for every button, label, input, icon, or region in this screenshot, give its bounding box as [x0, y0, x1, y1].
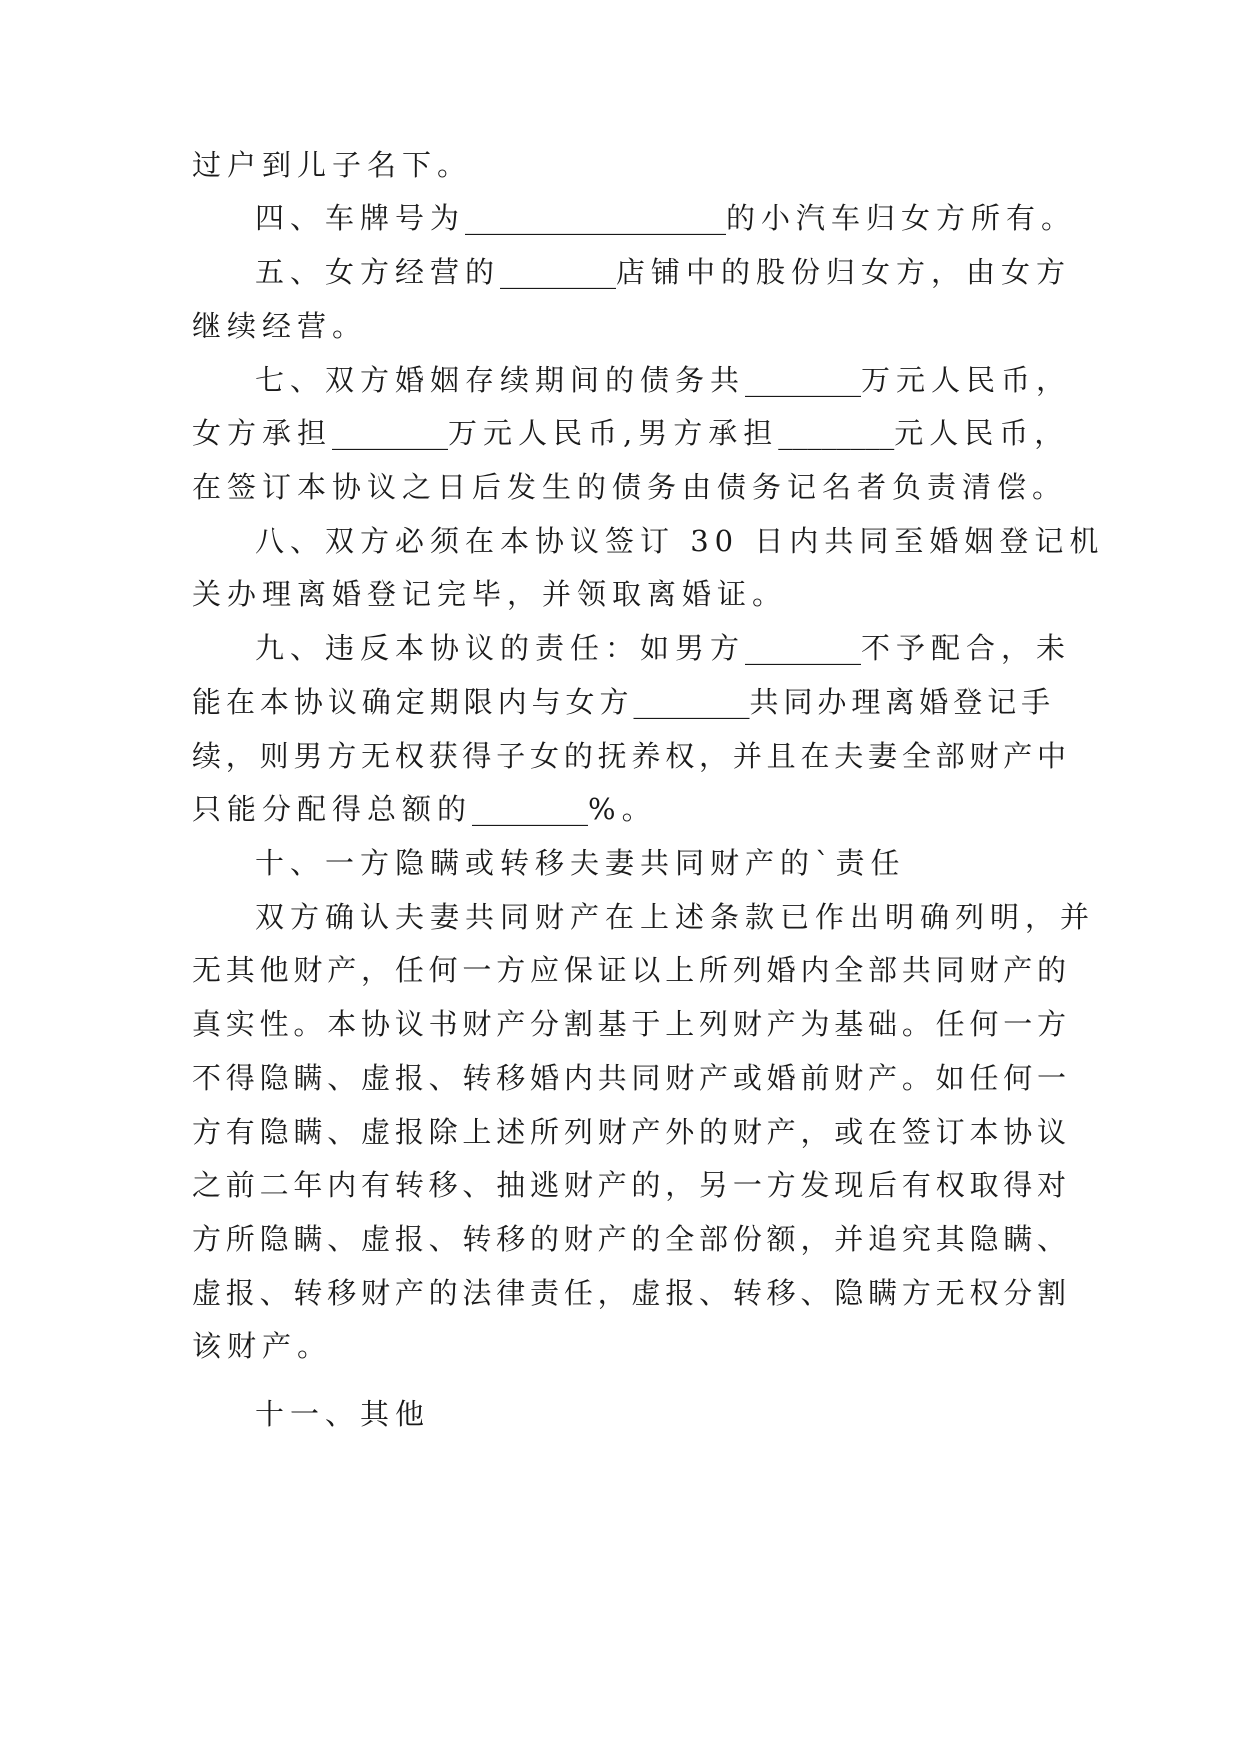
- clause-10-para-line-2: 无其他财产，任何一方应保证以上所列婚内全部共同财产的: [192, 953, 1071, 987]
- clause-9-line-2: 能在本协议确定期限内与女方________共同办理离婚登记手: [192, 685, 1056, 719]
- clause-7-line-2: 女方承担________万元人民币,男方承担________元人民币，: [192, 416, 1070, 450]
- clause-9-line-3: 续，则男方无权获得子女的抚养权，并且在夫妻全部财产中: [192, 739, 1071, 773]
- text-line-1: 过户到儿子名下。: [192, 148, 473, 182]
- clause-5-line-2: 继续经营。: [192, 309, 368, 343]
- clause-10-heading: 十、一方隐瞒或转移夫妻共同财产的`责任: [255, 846, 906, 880]
- clause-11-heading: 十一、其他: [255, 1397, 431, 1431]
- clause-9-line-4: 只能分配得总额的________%。: [192, 792, 657, 826]
- clause-10-para-line-6: 之前二年内有转移、抽逃财产的，另一方发现后有权取得对: [192, 1168, 1071, 1202]
- clause-10-para-line-9: 该财产。: [192, 1329, 333, 1363]
- clause-8-line-1: 八、双方必须在本协议签订 30 日内共同至婚姻登记机: [255, 524, 1105, 558]
- clause-7-line-1: 七、双方婚姻存续期间的债务共________万元人民币，: [255, 363, 1072, 397]
- clause-10-para-line-8: 虚报、转移财产的法律责任，虚报、转移、隐瞒方无权分割: [192, 1276, 1071, 1310]
- clause-7-line-3: 在签订本协议之日后发生的债务由债务记名者负责清偿。: [192, 470, 1068, 504]
- clause-10-para-line-1: 双方确认夫妻共同财产在上述条款已作出明确列明，并: [255, 900, 1096, 934]
- clause-8-line-2: 关办理离婚登记完毕，并领取离婚证。: [192, 577, 788, 611]
- clause-9-line-1: 九、违反本协议的责任：如男方________不予配合，未: [255, 631, 1072, 665]
- clause-10-para-line-5: 方有隐瞒、虚报除上述所列财产外的财产，或在签订本协议: [192, 1115, 1071, 1149]
- clause-4-line: 四、车牌号为__________________的小汽车归女方所有。: [255, 201, 1077, 235]
- clause-10-para-line-7: 方所隐瞒、虚报、转移的财产的全部份额，并追究其隐瞒、: [192, 1222, 1071, 1256]
- clause-10-para-line-4: 不得隐瞒、虚报、转移婚内共同财产或婚前财产。如任何一: [192, 1061, 1071, 1095]
- clause-5-line-1: 五、女方经营的________店铺中的股份归女方，由女方: [255, 255, 1072, 289]
- clause-10-para-line-3: 真实性。本协议书财产分割基于上列财产为基础。任何一方: [192, 1007, 1071, 1041]
